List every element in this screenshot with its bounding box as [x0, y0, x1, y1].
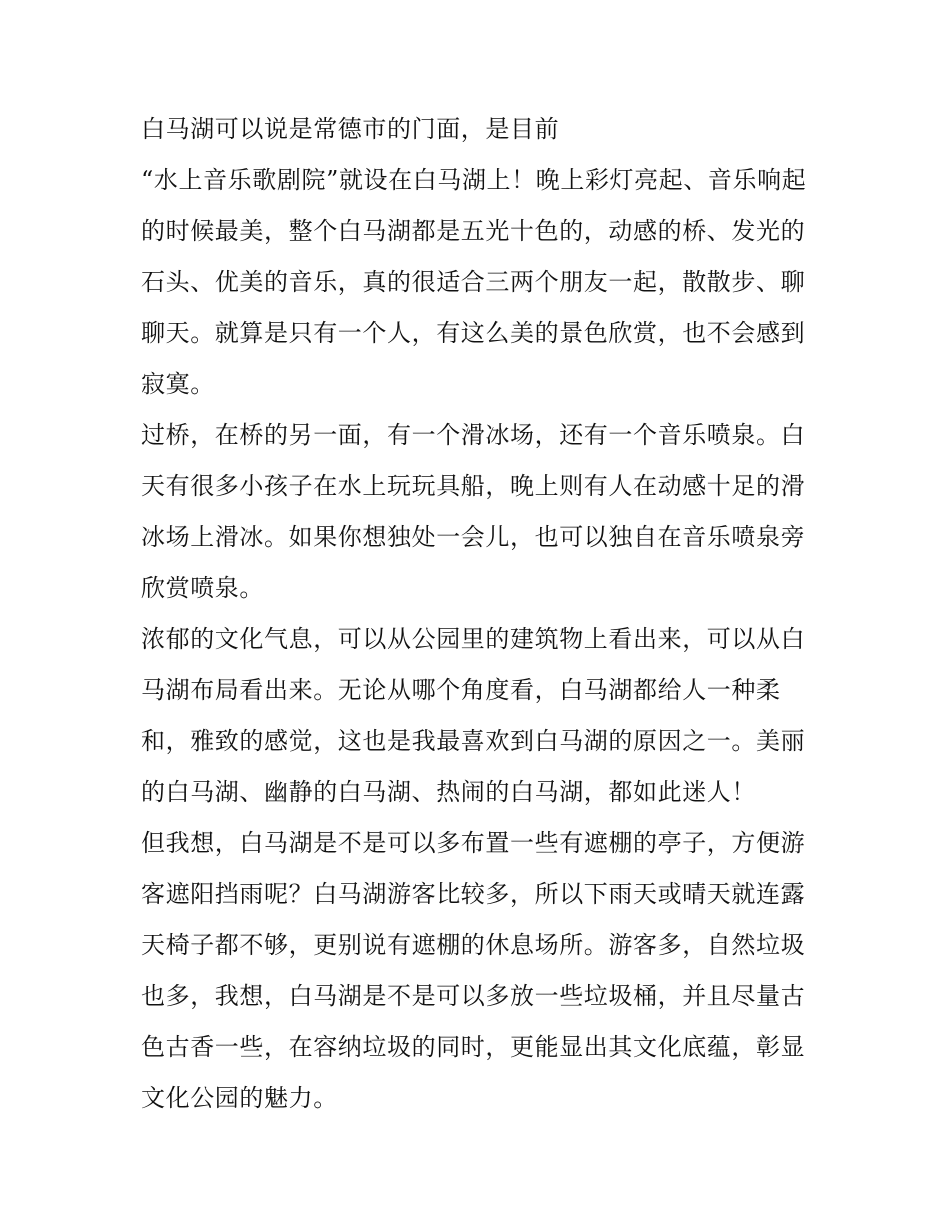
- text-line: 浓郁的文化气息，可以从公园里的建筑物上看出来，可以从白: [141, 625, 806, 653]
- text-line: 的白马湖、幽静的白马湖、热闹的白马湖，都如此迷人！: [141, 778, 756, 806]
- text-line: 欣赏喷泉。: [141, 574, 264, 602]
- text-line: 过桥，在桥的另一面，有一个滑冰场，还有一个音乐喷泉。白: [141, 421, 806, 449]
- text-line: 色古香一些，在容纳垃圾的同时，更能显出其文化底蕴，彰显: [141, 1033, 806, 1061]
- text-line: 聊天。就算是只有一个人，有这么美的景色欣赏，也不会感到: [141, 319, 806, 347]
- text-line: 白马湖可以说是常德市的门面，是目前: [141, 115, 560, 143]
- document-body: [141, 104, 813, 1124]
- text-line: 石头、优美的音乐，真的很适合三两个朋友一起，散散步、聊: [141, 268, 806, 296]
- text-line: 和，雅致的感觉，这也是我最喜欢到白马湖的原因之一。美丽: [141, 727, 806, 755]
- text-line: 寂寞。: [141, 370, 215, 398]
- text-line: 天椅子都不够，更别说有遮棚的休息场所。游客多，自然垃圾: [141, 931, 806, 959]
- text-line: 天有很多小孩子在水上玩玩具船，晚上则有人在动感十足的滑: [141, 472, 806, 500]
- text-line: “水上音乐歌剧院”就设在白马湖上！晚上彩灯亮起、音乐响起: [141, 166, 807, 194]
- text-line: 也多，我想，白马湖是不是可以多放一些垃圾桶，并且尽量古: [141, 982, 806, 1010]
- text-line: 冰场上滑冰。如果你想独处一会儿，也可以独自在音乐喷泉旁: [141, 523, 806, 551]
- text-line: 但我想，白马湖是不是可以多布置一些有遮棚的亭子，方便游: [141, 829, 806, 857]
- text-line: 客遮阳挡雨呢？白马湖游客比较多，所以下雨天或晴天就连露: [141, 880, 806, 908]
- text-line: 的时候最美，整个白马湖都是五光十色的，动感的桥、发光的: [141, 217, 806, 245]
- text-line: 文化公园的魅力。: [141, 1084, 338, 1112]
- text-line: 马湖布局看出来。无论从哪个角度看，白马湖都给人一种柔: [141, 676, 781, 704]
